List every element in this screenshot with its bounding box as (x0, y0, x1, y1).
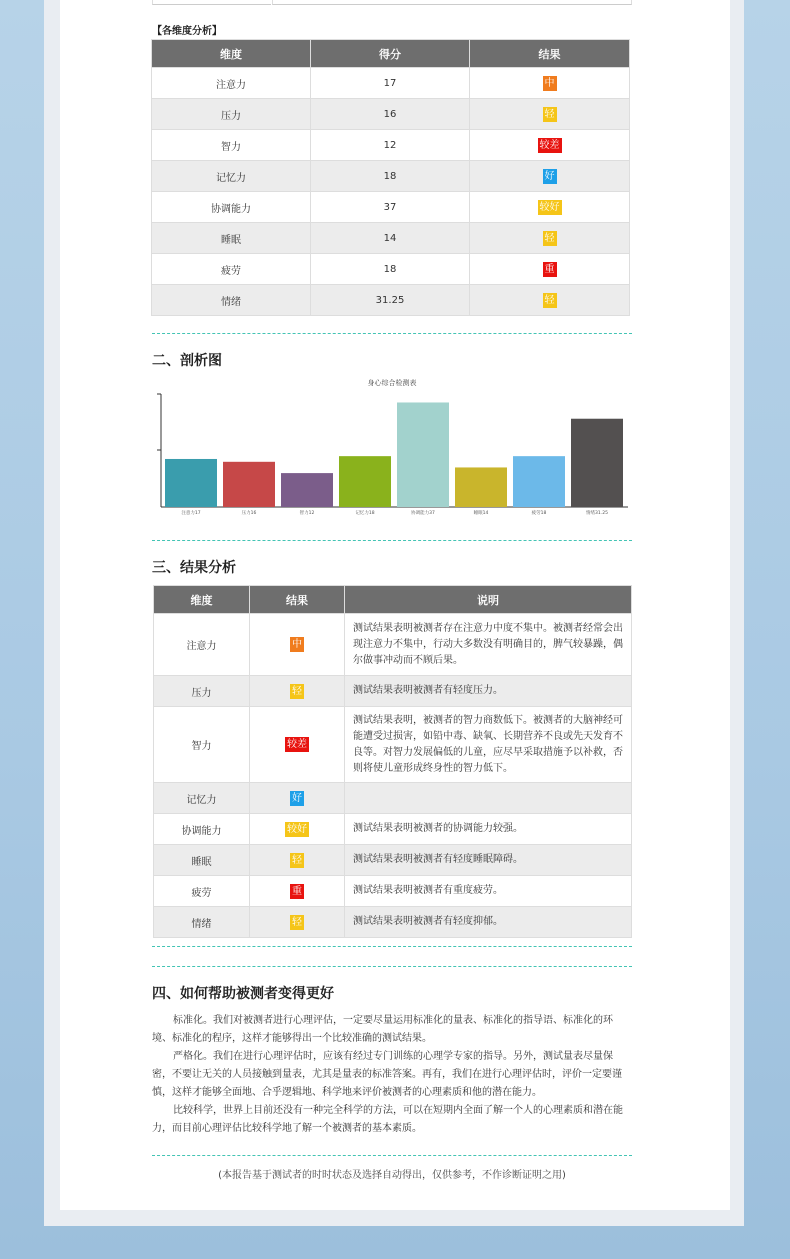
score-cell: 12 (311, 130, 470, 161)
result-badge: 轻 (544, 108, 555, 120)
section3-title: 三、结果分析 (152, 560, 236, 576)
dimension-cell: 情绪 (154, 907, 250, 938)
result-cell (250, 845, 345, 876)
result-cell (470, 192, 630, 223)
score-cell: 18 (311, 254, 470, 285)
table-row (154, 876, 632, 907)
chart-title: 身心综合检测表 (367, 379, 417, 387)
table-fragment (152, 0, 271, 5)
result-badge: 重 (544, 263, 555, 275)
table-row (152, 285, 630, 316)
section-divider (152, 540, 632, 541)
x-tick-label: 智力12 (299, 511, 315, 516)
dimension-cell: 智力 (154, 707, 250, 783)
col-header-result: 结果 (250, 586, 345, 614)
table-row (154, 907, 632, 938)
dimension-cell: 情绪 (152, 285, 311, 316)
result-cell (470, 161, 630, 192)
result-cell (250, 707, 345, 783)
result-cell (250, 907, 345, 938)
table-row (152, 99, 630, 130)
result-cell (250, 614, 345, 676)
col-header-result: 结果 (470, 40, 630, 68)
result-badge: 中 (544, 77, 555, 89)
table-row (152, 161, 630, 192)
section4-title: 四、如何帮助被测者变得更好 (152, 986, 334, 1002)
table-row (152, 223, 630, 254)
dimension-cell: 注意力 (152, 68, 311, 99)
chart-bar (397, 402, 449, 507)
table-row (152, 254, 630, 285)
table-row (154, 814, 632, 845)
disclaimer-footer: (本报告基于测试者的时时状态及选择自动得出，仅供参考，不作诊断证明之用) (218, 1170, 566, 1181)
chart-bar (571, 419, 623, 507)
table-row (152, 192, 630, 223)
chart-bar (339, 456, 391, 507)
score-cell: 31.25 (311, 285, 470, 316)
dimension-cell: 疲劳 (154, 876, 250, 907)
x-tick-label: 记忆力18 (355, 511, 375, 516)
score-cell: 16 (311, 99, 470, 130)
result-badge: 较好 (539, 201, 560, 213)
result-cell (250, 876, 345, 907)
col-header-dimension: 维度 (152, 40, 311, 68)
x-tick-label: 压力16 (241, 511, 257, 516)
score-cell: 18 (311, 161, 470, 192)
result-cell (470, 68, 630, 99)
result-badge: 轻 (292, 916, 302, 928)
description-cell: 测试结果表明被测者的协调能力较强。 (345, 814, 632, 845)
dimension-cell: 疲劳 (152, 254, 311, 285)
table-row (154, 614, 632, 676)
col-header-description: 说明 (345, 586, 632, 614)
result-cell (250, 783, 345, 814)
result-badge: 中 (292, 639, 302, 650)
chart-bar (223, 462, 275, 507)
dimension-cell: 睡眠 (152, 223, 311, 254)
dimension-table-title: 【各维度分析】 (152, 26, 222, 37)
description-cell (345, 783, 632, 814)
score-cell: 37 (311, 192, 470, 223)
dimension-cell: 压力 (152, 99, 311, 130)
dimension-cell: 智力 (152, 130, 311, 161)
advice-paragraph: 标准化。我们对被测者进行心理评估，一定要尽量运用标准化的量表、标准化的指导语、标准化的环境、标准化的程序，这样才能够得出一个比较准确的测试结果。 (152, 1015, 613, 1044)
score-cell: 17 (311, 68, 470, 99)
table-fragment (272, 0, 632, 5)
result-badge: 较差 (287, 739, 307, 750)
result-badge: 好 (292, 792, 302, 804)
section2-title: 二、剖析图 (152, 353, 222, 369)
x-tick-label: 睡眠14 (473, 511, 489, 516)
section-divider (152, 966, 632, 967)
description-cell: 测试结果表明被测者有重度疲劳。 (345, 876, 632, 907)
table-row (152, 130, 630, 161)
score-cell: 14 (311, 223, 470, 254)
result-analysis-table (153, 585, 632, 938)
result-cell (470, 254, 630, 285)
section-divider (152, 946, 632, 947)
section-divider (152, 333, 632, 334)
result-badge: 轻 (544, 232, 555, 244)
table-row (154, 707, 632, 783)
col-header-dimension: 维度 (154, 586, 250, 614)
chart-bar (165, 459, 217, 507)
x-tick-label: 协调能力37 (411, 511, 435, 516)
description-cell: 测试结果表明被测者有轻度抑郁。 (345, 907, 632, 938)
result-cell (470, 285, 630, 316)
x-tick-label: 情绪31.25 (586, 511, 608, 516)
dimension-cell: 压力 (154, 676, 250, 707)
dimension-cell: 注意力 (154, 614, 250, 676)
result-cell (470, 99, 630, 130)
result-badge: 轻 (544, 294, 555, 306)
dimension-cell: 协调能力 (152, 192, 311, 223)
dimension-cell: 记忆力 (154, 783, 250, 814)
description-cell: 测试结果表明被测者有轻度压力。 (345, 676, 632, 707)
result-badge: 较好 (287, 823, 307, 835)
result-badge: 较差 (539, 139, 560, 151)
table-row (154, 676, 632, 707)
result-badge: 轻 (292, 685, 302, 697)
description-cell: 测试结果表明被测者存在注意力中度不集中。被测者经常会出现注意力不集中，行动大多数没有明确目的，脾气较暴躁，偶尔做事冲动而不顾后果。 (345, 614, 632, 676)
chart-bar (281, 473, 333, 507)
result-cell (250, 676, 345, 707)
advice-paragraph: 严格化。我们在进行心理评估时，应该有经过专门训练的心理学专家的指导。另外，测试量表尽量保密，不要让无关的人员接触到量表，尤其是量表的标准答案。再有，我们在进行心理评估时，评价一定要谨慎，这样才能够全面地、合乎逻辑地、科学地来评价被测者的心理素质和他的潜在能力。 (152, 1051, 622, 1098)
x-tick-label: 疲劳18 (531, 511, 547, 516)
result-cell (470, 223, 630, 254)
advice-paragraph: 比较科学，世界上目前还没有一种完全科学的方法，可以在短期内全面了解一个人的心理素质和潜在能力，而目前心理评估比较科学地了解一个被测者的基本素质。 (152, 1105, 623, 1134)
chart-bar (513, 456, 565, 507)
result-badge: 好 (544, 170, 555, 182)
table-row (154, 845, 632, 876)
advice-paragraphs (152, 1012, 632, 1138)
dimension-cell: 记忆力 (152, 161, 311, 192)
dimension-cell: 协调能力 (154, 814, 250, 845)
x-tick-label: 注意力17 (181, 511, 201, 516)
dimension-table (151, 39, 630, 316)
description-cell: 测试结果表明被测者有轻度睡眠障碍。 (345, 845, 632, 876)
result-cell (250, 814, 345, 845)
profile-bar-chart (152, 372, 632, 522)
section-divider (152, 1155, 632, 1156)
result-badge: 重 (292, 885, 302, 897)
col-header-score: 得分 (311, 40, 470, 68)
table-row (152, 68, 630, 99)
table-row (154, 783, 632, 814)
description-cell: 测试结果表明，被测者的智力商数低下。被测者的大脑神经可能遭受过损害，如铅中毒、缺氧、长期营养不良或先天发育不良等。对智力发展偏低的儿童，应尽早采取措施予以补救，否则将使儿童形成终身性的智力低下。 (345, 707, 632, 783)
result-cell (470, 130, 630, 161)
result-badge: 轻 (292, 854, 302, 866)
dimension-cell: 睡眠 (154, 845, 250, 876)
chart-bar (455, 467, 507, 507)
